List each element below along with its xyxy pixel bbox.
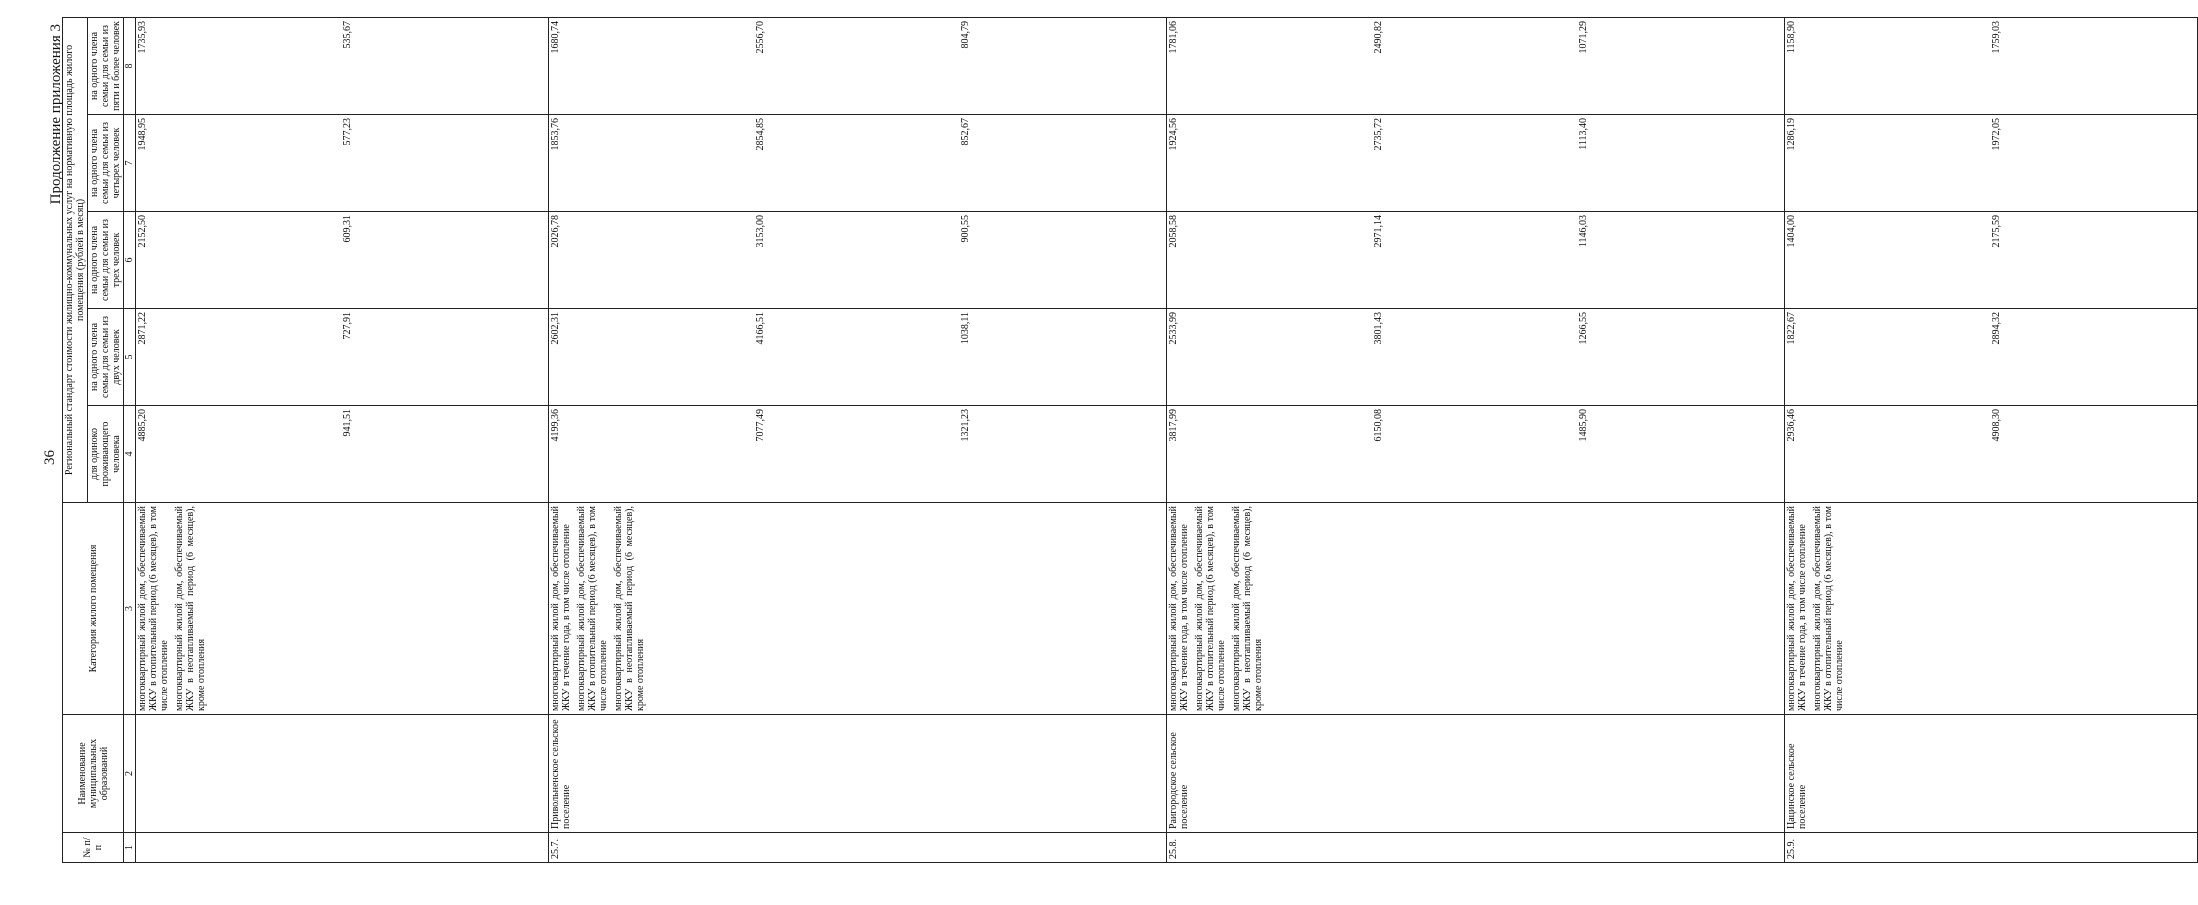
value-text: 1286,19: [1786, 118, 1797, 151]
value-text: 1735,93: [137, 20, 148, 54]
value-text: 4166,51: [755, 312, 766, 345]
value-cell: [1167, 115, 1785, 212]
value-cell: [1785, 115, 2198, 212]
value-text: 1948,95: [137, 118, 148, 151]
page-number: 36: [42, 450, 58, 465]
value-cell: [1167, 309, 1785, 406]
category-text: многоквартирный жилой дом, обеспечиваемый ЖКУ в отопительный период (6 месяцев), в том числе отопление: [1194, 506, 1227, 711]
category-text: многоквартирный жилой дом, обеспечиваемый ЖКУ в отопительный период (6 месяцев), в том числе отопление: [137, 506, 170, 711]
table-row: [1167, 17, 1785, 862]
value-text: 6150,08: [1373, 409, 1384, 442]
value-text: 804,79: [960, 20, 971, 49]
value-cell: [136, 406, 549, 503]
header-sub-4: на одного члена семьи для семьи из четырех человек: [88, 115, 124, 212]
value-text: 2152,50: [137, 215, 148, 248]
value-text: 941,51: [342, 409, 353, 437]
category-text: многоквартирный жилой дом, обеспечиваемый ЖКУ в течение года, в том числе отопление: [1168, 506, 1190, 711]
value-cell: [1167, 17, 1785, 114]
value-cell: [549, 115, 1167, 212]
value-text: 1822,67: [1786, 312, 1797, 345]
value-text: 2556,70: [755, 20, 766, 54]
value-text: 577,23: [342, 118, 353, 146]
value-text: 900,55: [960, 215, 971, 243]
value-text: 727,91: [342, 312, 353, 340]
value-cell: [1167, 212, 1785, 309]
value-text: 1038,11: [960, 312, 971, 345]
category-text: многоквартирный жилой дом, обеспечиваемый ЖКУ в течение года, в том числе отопление: [550, 506, 572, 711]
value-cell: [1785, 309, 2198, 406]
value-text: 4908,30: [1991, 409, 2002, 442]
value-text: 3801,43: [1373, 312, 1384, 345]
value-cell: [136, 212, 549, 309]
value-text: 2971,14: [1373, 215, 1384, 248]
row-number: 25.8.: [1167, 833, 1785, 863]
municipality-name: Цацинское сельское поселение: [1785, 715, 2198, 833]
value-text: 2175,59: [1991, 215, 2002, 248]
value-text: 1853,76: [550, 118, 561, 151]
value-text: 535,67: [342, 20, 353, 49]
value-text: 7077,49: [755, 409, 766, 442]
header-index-4: 4: [124, 406, 136, 503]
category-text: многоквартирный жилой дом, обеспечиваемый ЖКУ в течение года, в том числе отопление: [1786, 506, 1808, 711]
category-text: многоквартирный жилой дом, обеспечиваемый ЖКУ в неотапливаемый период (6 месяцев), кроме отопления: [1231, 506, 1264, 711]
category-text: многоквартирный жилой дом, обеспечиваемый ЖКУ в отопительный период (6 месяцев), в том числе отопление: [576, 506, 609, 711]
value-cell: [549, 17, 1167, 114]
value-text: 2058,58: [1168, 215, 1179, 248]
value-text: 2871,22: [137, 312, 148, 345]
value-text: 1146,03: [1578, 215, 1589, 248]
category-text: многоквартирный жилой дом, обеспечиваемый ЖКУ в отопительный период (6 месяцев), в том числе отопление: [1812, 506, 1845, 711]
header-index-5: 5: [124, 309, 136, 406]
value-text: 1972,05: [1991, 118, 2002, 151]
header-index-1: 1: [124, 833, 136, 863]
header-index-6: 6: [124, 212, 136, 309]
appendix-title: Продолжение приложения 3: [48, 24, 64, 205]
value-text: 609,31: [342, 215, 353, 243]
value-cell: [136, 17, 549, 114]
value-cell: [549, 406, 1167, 503]
value-text: 1266,55: [1578, 312, 1589, 345]
value-text: 3817,99: [1168, 409, 1179, 442]
value-text: 2490,82: [1373, 20, 1384, 54]
table-row: [136, 17, 549, 862]
value-text: 3153,00: [755, 215, 766, 248]
header-index-8: 8: [124, 17, 136, 114]
value-text: 2894,32: [1991, 312, 2002, 345]
value-cell: [136, 309, 549, 406]
table-row: [549, 17, 1167, 862]
value-text: 2854,85: [755, 118, 766, 151]
value-text: 1071,29: [1578, 20, 1589, 54]
row-number: [136, 833, 549, 863]
value-text: 2602,31: [550, 312, 561, 345]
header-sub-2: на одного члена семьи для семьи из двух человек: [88, 309, 124, 406]
value-text: 4199,36: [550, 409, 561, 442]
header-index-2: 2: [124, 715, 136, 833]
value-cell: [1167, 406, 1785, 503]
value-text: 2936,46: [1786, 409, 1797, 442]
category-cell: [549, 503, 1167, 715]
value-text: 4885,20: [137, 409, 148, 442]
value-text: 1924,56: [1168, 118, 1179, 151]
header-index-7: 7: [124, 115, 136, 212]
municipality-name: Раигородское сельское поселение: [1167, 715, 1785, 833]
value-text: 852,67: [960, 118, 971, 146]
header-sub-3: на одного члена семьи для семьи из трех человек: [88, 212, 124, 309]
value-text: 1680,74: [550, 20, 561, 54]
header-category: Категория жилого помещения: [63, 503, 124, 715]
value-cell: [1785, 17, 2198, 114]
category-cell: [1785, 503, 2198, 715]
value-text: 2735,72: [1373, 118, 1384, 151]
value-cell: [549, 212, 1167, 309]
municipality-name: Привольненское сельское поселение: [549, 715, 1167, 833]
value-text: 1113,40: [1578, 118, 1589, 150]
value-text: 1158,90: [1786, 20, 1797, 54]
value-text: 1759,03: [1991, 20, 2002, 54]
value-text: 2026,78: [550, 215, 561, 248]
value-cell: [549, 309, 1167, 406]
header-index-3: 3: [124, 503, 136, 715]
municipality-name: [136, 715, 549, 833]
value-text: 1781,06: [1168, 20, 1179, 54]
table-body: [136, 17, 2198, 862]
row-number: 25.9.: [1785, 833, 2198, 863]
table-row: [1785, 17, 2198, 862]
value-cell: [1785, 212, 2198, 309]
value-text: 1485,90: [1578, 409, 1589, 442]
header-sub-5: на одного члена семьи для семьи из пяти и более человек: [88, 17, 124, 114]
header-group-title: Региональный стандарт стоимости жилищно-коммунальных услуг на нормативную площадь жилого помещения (рублей в месяц): [63, 17, 88, 502]
category-text: многоквартирный жилой дом, обеспечиваемый ЖКУ в неотапливаемый период (6 месяцев), кроме отопления: [174, 506, 207, 711]
value-cell: [1785, 406, 2198, 503]
value-text: 1321,23: [960, 409, 971, 442]
value-text: 1404,00: [1786, 215, 1797, 248]
category-cell: [1167, 503, 1785, 715]
standards-table: [62, 17, 2198, 863]
value-text: 2533,99: [1168, 312, 1179, 345]
header-num: № п/п: [63, 833, 124, 863]
row-number: 25.7.: [549, 833, 1167, 863]
header-sub-1: для одиноко проживающего человека: [88, 406, 124, 503]
category-text: многоквартирный жилой дом, обеспечиваемый ЖКУ в неотапливаемый период (6 месяцев), кроме отопления: [613, 506, 646, 711]
category-cell: [136, 503, 549, 715]
value-cell: [136, 115, 549, 212]
header-name: Наименование муниципальных образований: [63, 715, 124, 833]
